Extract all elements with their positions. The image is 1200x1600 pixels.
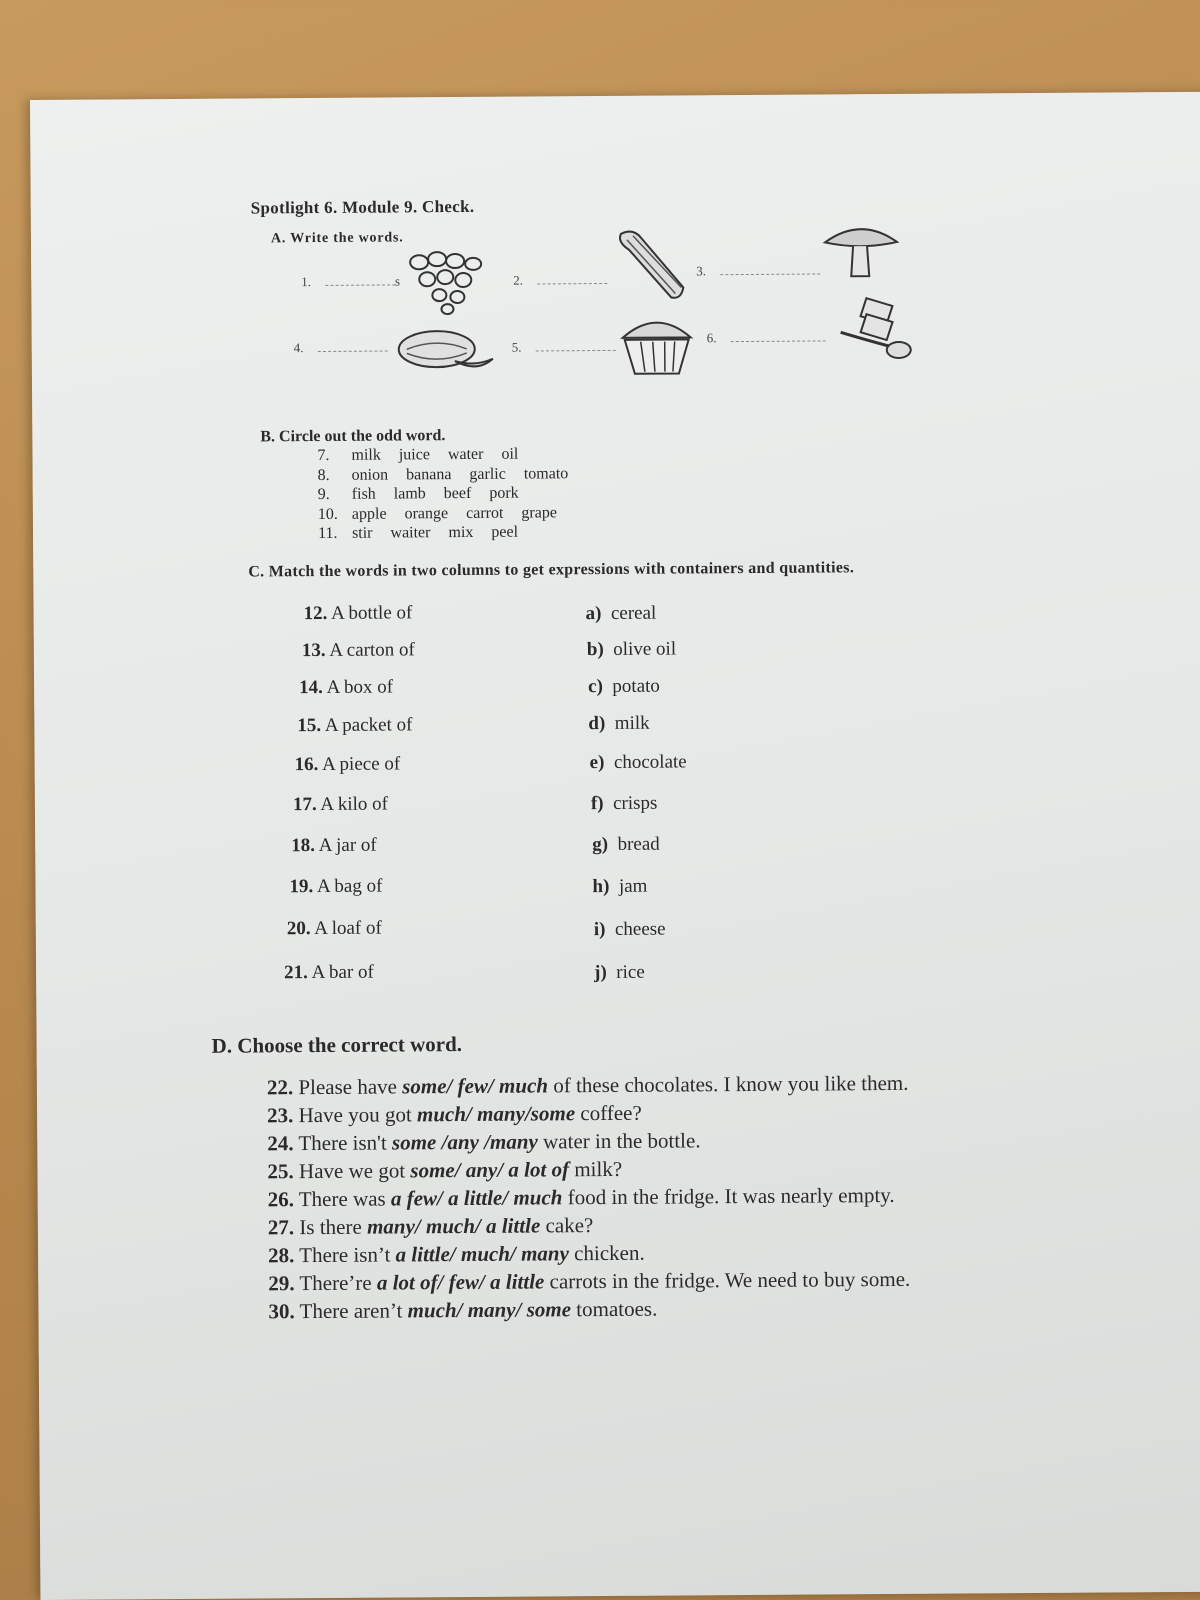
- match-right-item: h) jam: [592, 875, 648, 898]
- blank-item-2: 2.: [513, 272, 607, 289]
- corn-icon: [611, 225, 692, 306]
- choose-row: 30. There aren’t much/ many/ some tomatoes.: [268, 1296, 658, 1324]
- match-right-item: f) crisps: [590, 792, 658, 815]
- match-right-item: c) potato: [588, 675, 660, 698]
- choose-row: 28. There isn’t a little/ much/ many chicken.: [267, 1240, 645, 1268]
- blank-item-1: 1. s: [301, 273, 401, 290]
- match-right-item: i) cheese: [593, 918, 666, 941]
- sugar-spoon-icon: [836, 294, 917, 370]
- match-right-item: g) bread: [592, 833, 660, 856]
- choose-row: 27. Is there many/ much/ a little cake?: [267, 1213, 594, 1240]
- match-left-item: 12. A bottle of: [303, 602, 413, 625]
- choose-row: 24. There isn't some /any /many water in the bottle.: [267, 1128, 701, 1156]
- match-left-item: 14. A box of: [299, 676, 394, 699]
- match-right-item: a) cereal: [585, 602, 657, 625]
- odd-word-row: 10. apple orange carrot grape: [317, 503, 557, 523]
- match-left-item: 18. A jar of: [291, 834, 377, 857]
- odd-word-row: 9. fish lamb beef pork: [317, 484, 519, 504]
- choose-word-list: [267, 1069, 911, 1325]
- choose-row: 25. Have we got some/ any/ a lot of milk?: [267, 1156, 623, 1184]
- section-a-heading: A. Write the words.: [270, 230, 404, 247]
- section-b-heading: B. Circle out the odd word.: [260, 427, 446, 446]
- odd-word-row: 8. onion banana garlic tomato: [317, 464, 569, 484]
- match-right-item: j) rice: [594, 961, 645, 984]
- section-c-heading: C. Match the words in two columns to get expressions with containers and quantities.: [248, 559, 855, 581]
- melon-icon: [397, 327, 497, 378]
- blank-item-3: 3.: [696, 262, 820, 279]
- choose-row: 29. There’re a lot of/ few/ a little carrots in the fridge. We need to buy some.: [268, 1266, 911, 1296]
- muffin-icon: [617, 313, 697, 379]
- match-left-item: 20. A loaf of: [286, 917, 382, 940]
- choose-row: 22. Please have some/ few/ much of these chocolates. I know you like them.: [266, 1070, 909, 1100]
- choose-row: 26. There was a few/ a little/ much food in the fridge. It was nearly empty.: [267, 1182, 895, 1212]
- match-left-item: 21. A bar of: [284, 961, 374, 984]
- odd-word-row: 11. stir waiter mix peel: [317, 523, 519, 542]
- match-left-item: 15. A packet of: [297, 714, 413, 737]
- match-left-item: 17. A kilo of: [292, 793, 389, 816]
- match-right-item: d) milk: [588, 712, 650, 735]
- worksheet-paper: [30, 92, 1200, 1600]
- match-left-item: 13. A carton of: [301, 639, 415, 662]
- section-d-heading: D. Choose the correct word.: [211, 1032, 463, 1058]
- mushroom-icon: [821, 220, 901, 281]
- match-right-item: b) olive oil: [586, 638, 677, 661]
- choose-row: 23. Have you got much/ many/some coffee?: [267, 1100, 642, 1128]
- worksheet-title: Spotlight 6. Module 9. Check.: [250, 196, 475, 218]
- odd-word-list: [317, 444, 586, 543]
- match-left-item: 19. A bag of: [289, 875, 383, 898]
- blank-item-5: 5.: [512, 339, 616, 356]
- match-right-item: e) chocolate: [589, 751, 687, 774]
- grapes-icon: [399, 247, 489, 318]
- match-left-item: 16. A piece of: [294, 753, 401, 776]
- odd-word-row: 7. milk juice water oil: [317, 445, 519, 465]
- blank-item-6: 6.: [707, 329, 826, 346]
- blank-item-4: 4.: [294, 340, 388, 357]
